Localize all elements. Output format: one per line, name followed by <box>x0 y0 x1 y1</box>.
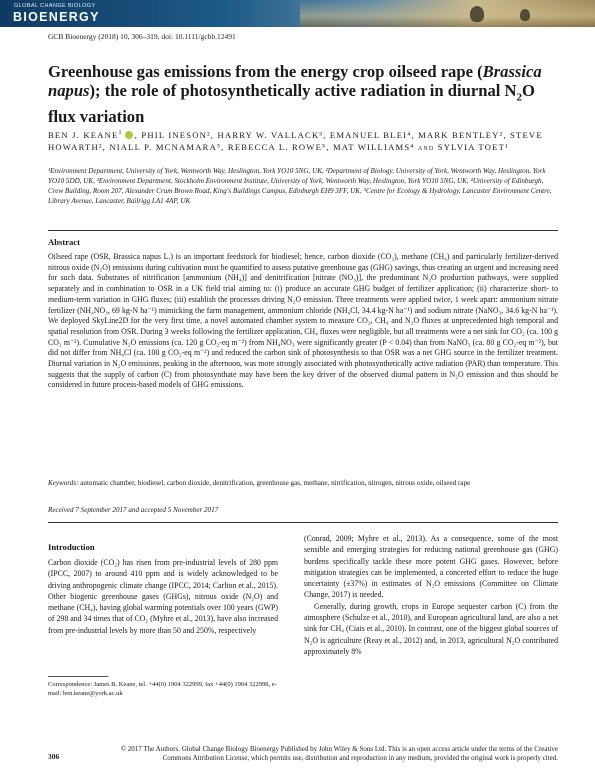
affiliations: ¹Environment Department, University of York, Wentworth Way, Heslington, York YO10 5NG, UK, ²Department of Biology, University of York, Wentworth Way, Heslington, York YO10 5DD, UK, ³Environment Department, Stockholm Environment Institute, University of York, Wentworth Way, Heslington, York YO10 5NG, UK, ⁴University of Edinburgh, Crew Building, Room 207, Alexander Crum Brown Road, King's Buildings Campus, Edinburgh EH9 3FF, UK, ⁵Centre for Ecology & Hydrology, Lancaster Environment Centre, Library Avenue, Lancaster, Bailrigg LA1 4AP, UK <box>48 167 552 205</box>
footnote-divider <box>48 676 108 677</box>
correspondence-note: Correspondence: James B. Keane, tel. +44(0) 1904 322999, fax +44(0) 1904 322998, e-mail: ben.keane@york.ac.uk <box>48 681 277 697</box>
abstract-body: Oilseed rape (OSR, Brassica napus L.) is an important feedstock for biodiesel; hence, carbon dioxide (CO₂), methane (CH₄) and particularly fertilizer-derived nitrous oxide (N₂O) emissions during cultivation must be quantified to assess putative greenhouse gas (GHG) savings, thus creating an urgent and increasing need for such data. Substrates of nitrification [ammonium (NH₄)] and denitrification [nitrate (NO₃)], the predominant N₂O production pathways, were supplied separately and in combination to OSR in a UK field trial aiming to: (i) produce an accurate GHG budget of fertilizer application; (ii) characterize short- to medium-term variation in GHG fluxes; (iii) establish the processes driving N₂O emission. Three treatments were applied twice, 1 week apart: ammonium nitrate fertilizer (NH₄NO₃, 69 kg-N ha⁻¹) mimicking the farm management, ammonium chloride (NH₄Cl, 34.4 kg-N ha⁻¹) and sodium nitrate (NaNO₃, 34.6 kg-N ha⁻¹). We deployed SkyLine2D for the very first time, a novel automated chamber system to measure CO₂, CH₄ and N₂O fluxes at unprecedented high temporal and spatial resolution from OSR. During 3 weeks following the fertilizer application, CH₄ fluxes were negligible, but all treatments were a net sink for CO₂ (ca. 100 g CO₂ m⁻²). Cumulative N₂O emissions (ca. 120 g CO₂-eq m⁻²) from NH₄NO₃ were significantly greater (P < 0.04) than from NaNO₃ (ca. 80 g CO₂-eq m⁻²), but did not differ from NH₄Cl (ca. 100 g CO₂-eq m⁻²) and reduced the carbon sink of photosynthesis so that OSR was a net GHG source in the fertilizer treatment. Diurnal variation in N₂O emissions, peaking in the afternoon, was more strongly associated with photosynthetically active radiation (PAR) than temperature. This suggests that the supply of carbon (C) from photosynthate may have been the key driver of the observed diurnal pattern in N₂O emission and thus should be considered in future process-based models of GHG emissions. <box>48 252 558 390</box>
introduction-heading: Introduction <box>48 542 95 552</box>
introduction-left-column <box>48 557 278 636</box>
license-statement: © 2017 The Authors. Global Change Biology Bioenergy Published by John Wiley & Sons Ltd. This is an open access article under the terms of the Creative Commons Attribution License, which permits use, distribution and reproduction in any medium, provided the original work is properly cited. <box>120 745 558 763</box>
author-list: BEN J. KEANE$^1$ , PHIL INESON², HARRY W. VALLACK³, EMANUEL BLEI⁴, MARK BENTLEY², STEVE HOWARTH², NIALL P. MCNAMARA⁵, REBECCA L. ROWE⁵, MAT WILLIAMS⁴ and SYLVIA TOET¹ <box>48 129 543 152</box>
orcid-icon[interactable] <box>125 131 133 139</box>
journal-kicker: GLOBAL CHANGE BIOLOGY <box>14 3 96 9</box>
divider <box>48 522 558 523</box>
received-dates: Received 7 September 2017 and accepted 5 November 2017 <box>48 506 219 514</box>
introduction-right-column <box>304 533 558 657</box>
banner-field-image <box>300 0 595 27</box>
paragraph: Generally, during growth, crops in Europe sequester carbon (C) from the atmosphere (Schulze et al., 2010), and European agricultural land, are also a net sink for CH₄ (Ciais et al., 2010). In contrast, one of the biggest global sources of N₂O is agriculture (Reay et al., 2012) and, in 2013, agricultural N₂O contributed approximately 8% <box>304 601 558 656</box>
journal-name: BIOENERGY <box>13 10 100 24</box>
divider <box>48 230 558 231</box>
banner-tree-shape <box>520 9 530 21</box>
journal-banner <box>0 0 595 27</box>
citation-line: GCB Bioenergy (2018) 10, 306–319, doi: 10.1111/gcbb.12491 <box>48 32 236 41</box>
article-title: Greenhouse gas emissions from the energy crop oilseed rape (Brassica napus); the role of photosynthetically active radiation in diurnal $N_2O$ flux variation <box>48 62 542 127</box>
banner-tree-shape <box>470 6 484 22</box>
keywords: Keywords: automatic chamber, biodiesel, carbon dioxide, denitrification, greenhouse gas, methane, nitrification, nitrogen, nitrous oxide, oilseed rape <box>48 479 471 487</box>
paragraph: Carbon dioxide (CO₂) has risen from pre-industrial levels of 280 ppm (IPCC, 2007) to around 410 ppm and is widely acknowledged to be driving anthropogenic climate change (IPCC, 2014; Carlton et al., 2015). Other biogenic greenhouse gases (GHGs), nitrous oxide (N₂O) and methane (CH₄), having global warming potentials over 100 years (GWP) of 298 and 34 times that of CO₂ (Myhre et al., 2013), have also increased from pre-industrial levels by more than 50 and 250%, respectively <box>48 558 278 635</box>
page-number: 306 <box>48 752 60 761</box>
paragraph: (Conrad, 2009; Myhre et al., 2013). As a consequence, some of the most sensible and emerging strategies for reducing national greenhouse gas (GHG) burdens specifically tackle these more potent GHG gases. However, before mitigation strategies can be implemented, a concerted effort to reduce the huge uncertainty (±37%) in estimates of N₂O emissions (Committee on Climate Change, 2017) is needed. <box>304 534 558 600</box>
abstract-heading: Abstract <box>48 237 80 247</box>
